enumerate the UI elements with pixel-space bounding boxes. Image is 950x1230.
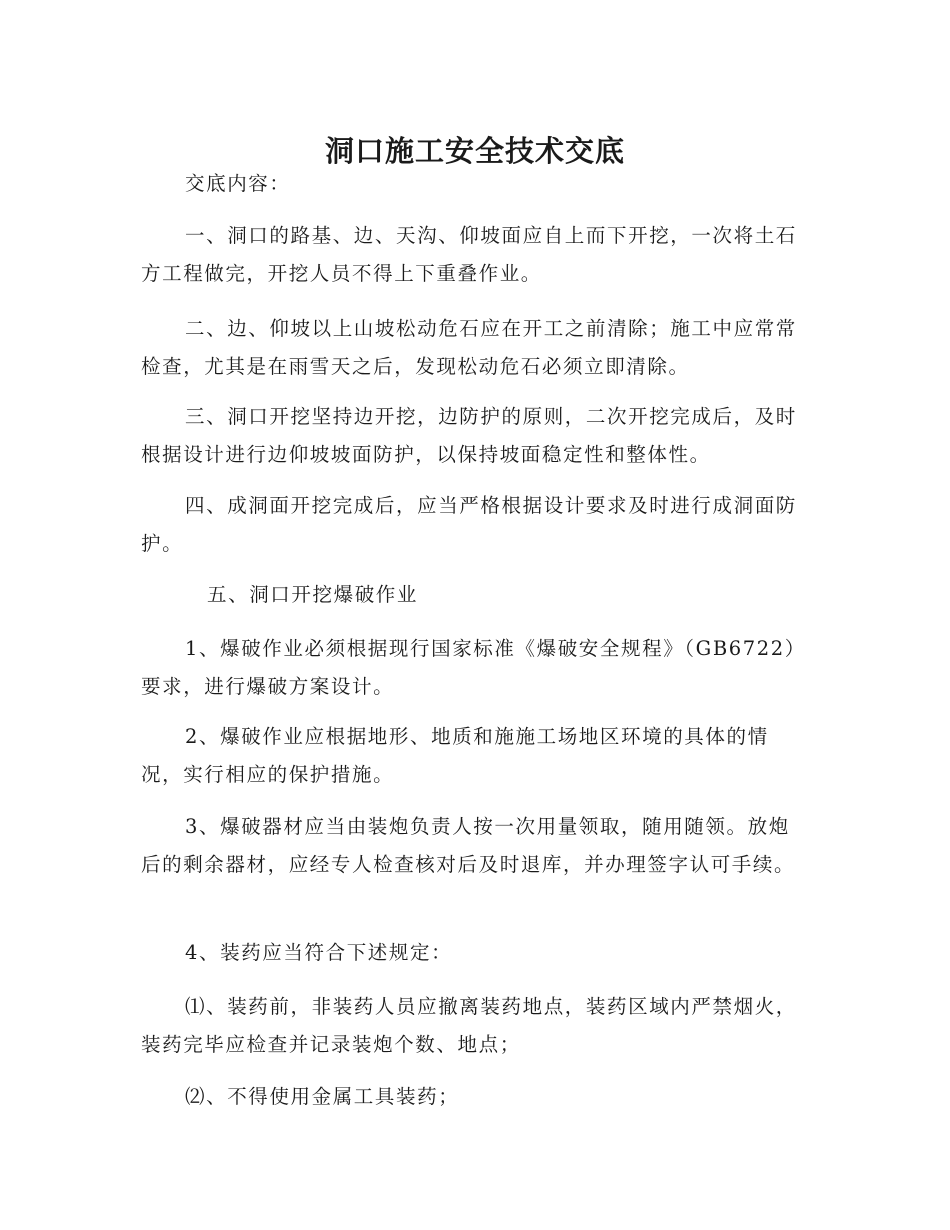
paragraph-5-3: 3、爆破器材应当由装炮负责人按一次用量领取，随用随领。放炮后的剩余器材，应经专人检查核对后及时退库，并办理签字认可手续。	[141, 815, 796, 876]
paragraph-5-heading: 五、洞口开挖爆破作业	[207, 583, 419, 606]
paragraph-1: 一、洞口的路基、边、天沟、仰坡面应自上而下开挖，一次将土石方工程做完，开挖人员不得上下重叠作业。	[141, 224, 797, 285]
paragraph-5-2: 2、爆破作业应根据地形、地质和施施工场地区环境的具体的情况，实行相应的保护措施。	[141, 725, 769, 786]
paragraph-5-4: 4、装药应当符合下述规定：	[185, 941, 453, 964]
document-title: 洞口施工安全技术交底	[324, 134, 625, 169]
paragraph-5-4-2: ⑵、不得使用金属工具装药；	[185, 1085, 460, 1108]
paragraph-intro: 交底内容：	[185, 172, 291, 195]
paragraph-5-1: 1、爆破作业必须根据现行国家标准《爆破安全规程》（GB6722）要求，进行爆破方案设计。	[141, 637, 806, 698]
paragraph-5-4-1: ⑴、装药前，非装药人员应撤离装药地点，装药区域内严禁烟火，装药完毕应检查并记录装炮个数、地点；	[141, 995, 797, 1056]
paragraph-4: 四、成洞面开挖完成后，应当严格根据设计要求及时进行成洞面防护。	[141, 494, 797, 555]
paragraph-3: 三、洞口开挖坚持边开挖，边防护的原则，二次开挖完成后，及时根据设计进行边仰坡坡面防护，以保持坡面稳定性和整体性。	[141, 405, 797, 466]
paragraph-2: 二、边、仰坡以上山坡松动危石应在开工之前清除；施工中应常常检查，尤其是在雨雪天之后，发现松动危石必须立即清除。	[141, 317, 797, 378]
